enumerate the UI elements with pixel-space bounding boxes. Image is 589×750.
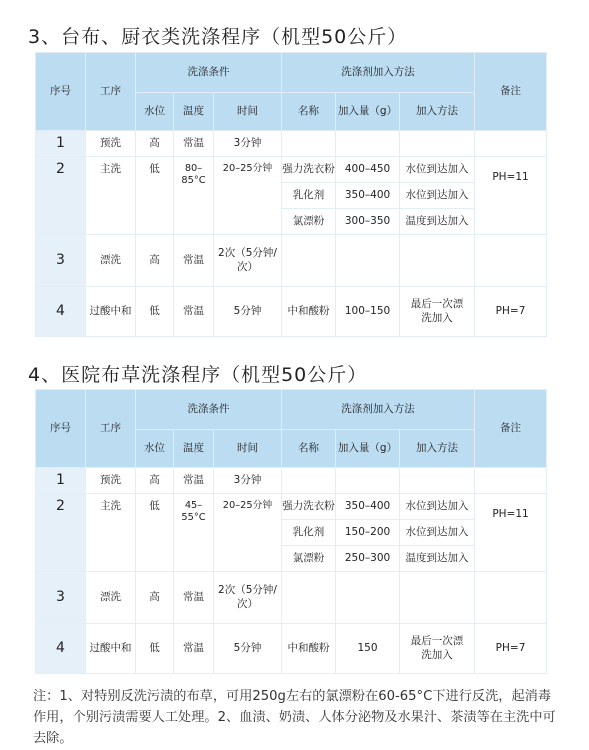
- row-time: 2次（5分钟/次）: [214, 572, 282, 624]
- agent-name: 强力洗衣粉: [282, 157, 336, 183]
- agent-amount: 400–450: [336, 157, 400, 183]
- row-no: 3: [36, 235, 86, 287]
- row-temp: 常温: [174, 468, 214, 494]
- header-water: 水位: [136, 430, 174, 468]
- row-step: 漂洗: [86, 572, 136, 624]
- agent-method: 水位到达加入: [400, 494, 475, 520]
- table-row: [36, 235, 547, 287]
- header-name: 名称: [282, 93, 336, 131]
- section-title: 4、医院布草洗涤程序（机型50公斤）: [28, 364, 368, 386]
- row-water: 低: [136, 157, 174, 235]
- table-row: [36, 494, 547, 520]
- agent-amount: 150–200: [336, 520, 400, 546]
- row-temp: 常温: [174, 131, 214, 157]
- table-row: [36, 468, 547, 494]
- row-agent-amount: 100–150: [336, 287, 400, 337]
- row-remark: PH=7: [475, 287, 547, 337]
- row-no: 1: [36, 131, 86, 157]
- header-step: 工序: [86, 390, 136, 468]
- row-agent-name: 中和酸粉: [282, 624, 336, 674]
- table-row: [36, 624, 547, 674]
- agent-method: 温度到达加入: [400, 546, 475, 572]
- row-no: 4: [36, 287, 86, 337]
- header-detergent: 洗涤剂加入方法: [282, 390, 475, 430]
- row-time: 5分钟: [214, 624, 282, 674]
- agent-amount: 250–300: [336, 546, 400, 572]
- agent-name: 氯漂粉: [282, 209, 336, 235]
- agent-amount: 350–400: [336, 494, 400, 520]
- agent-name: 乳化剂: [282, 183, 336, 209]
- header-method: 加入方法: [400, 430, 475, 468]
- row-step: 漂洗: [86, 235, 136, 287]
- row-no: 2: [36, 494, 86, 572]
- row-step: 主洗: [86, 494, 136, 572]
- row-temp: 80–85°C: [174, 157, 214, 235]
- table-row: [36, 287, 547, 337]
- row-time: 20–25分钟: [214, 494, 282, 572]
- row-temp: 常温: [174, 572, 214, 624]
- row-time: 2次（5分钟/次）: [214, 235, 282, 287]
- row-temp: 45–55°C: [174, 494, 214, 572]
- row-temp: 常温: [174, 624, 214, 674]
- row-agent-name: 中和酸粉: [282, 287, 336, 337]
- header-water: 水位: [136, 93, 174, 131]
- row-no: 4: [36, 624, 86, 674]
- header-time: 时间: [214, 430, 282, 468]
- row-temp: 常温: [174, 287, 214, 337]
- row-water: 高: [136, 235, 174, 287]
- header-amount: 加入量（g）: [336, 430, 400, 468]
- row-time: 5分钟: [214, 287, 282, 337]
- agent-method: 水位到达加入: [400, 183, 475, 209]
- row-remark: PH=7: [475, 624, 547, 674]
- header-amount: 加入量（g）: [336, 93, 400, 131]
- agent-name: 强力洗衣粉: [282, 494, 336, 520]
- row-no: 1: [36, 468, 86, 494]
- row-step: 预洗: [86, 131, 136, 157]
- header-no: 序号: [36, 53, 86, 131]
- row-water: 低: [136, 494, 174, 572]
- agent-amount: 300–350: [336, 209, 400, 235]
- wash-table: [35, 52, 546, 337]
- row-no: 3: [36, 572, 86, 624]
- table-row: [36, 572, 547, 624]
- header-temp: 温度: [174, 93, 214, 131]
- row-water: 低: [136, 287, 174, 337]
- header-conditions: 洗涤条件: [136, 53, 282, 93]
- header-remark: 备注: [475, 53, 547, 131]
- row-temp: 常温: [174, 235, 214, 287]
- agent-name: 氯漂粉: [282, 546, 336, 572]
- row-no: 2: [36, 157, 86, 235]
- header-remark: 备注: [475, 390, 547, 468]
- wash-table: [35, 389, 546, 674]
- agent-method: 温度到达加入: [400, 209, 475, 235]
- row-time: 20–25分钟: [214, 157, 282, 235]
- row-remark: PH=11: [475, 157, 547, 235]
- row-step: 过酸中和: [86, 287, 136, 337]
- row-agent-amount: 150: [336, 624, 400, 674]
- table-row: [36, 157, 547, 183]
- row-water: 高: [136, 572, 174, 624]
- row-water: 高: [136, 468, 174, 494]
- agent-method: 水位到达加入: [400, 520, 475, 546]
- header-conditions: 洗涤条件: [136, 390, 282, 430]
- row-time: 3分钟: [214, 468, 282, 494]
- row-water: 低: [136, 624, 174, 674]
- header-detergent: 洗涤剂加入方法: [282, 53, 475, 93]
- header-temp: 温度: [174, 430, 214, 468]
- header-time: 时间: [214, 93, 282, 131]
- header-no: 序号: [36, 390, 86, 468]
- table-row: [36, 131, 547, 157]
- row-step: 过酸中和: [86, 624, 136, 674]
- agent-method: 水位到达加入: [400, 157, 475, 183]
- agent-amount: 350–400: [336, 183, 400, 209]
- agent-name: 乳化剂: [282, 520, 336, 546]
- row-agent-method: 最后一次漂洗加入: [400, 624, 475, 674]
- row-agent-method: 最后一次漂洗加入: [400, 287, 475, 337]
- row-step: 预洗: [86, 468, 136, 494]
- row-remark: PH=11: [475, 494, 547, 572]
- row-time: 3分钟: [214, 131, 282, 157]
- footnote: 注：1、对特别反洗污渍的布草，可用250g左右的氯漂粉在60-65°C下进行反洗，起消毒作用，个别污渍需要人工处理。2、血渍、奶渍、人体分泌物及水果汁、茶渍等在主洗中可去除。: [33, 689, 556, 746]
- header-name: 名称: [282, 430, 336, 468]
- section-title: 3、台布、厨衣类洗涤程序（机型50公斤）: [28, 26, 408, 48]
- header-step: 工序: [86, 53, 136, 131]
- row-step: 主洗: [86, 157, 136, 235]
- header-method: 加入方法: [400, 93, 475, 131]
- row-water: 高: [136, 131, 174, 157]
